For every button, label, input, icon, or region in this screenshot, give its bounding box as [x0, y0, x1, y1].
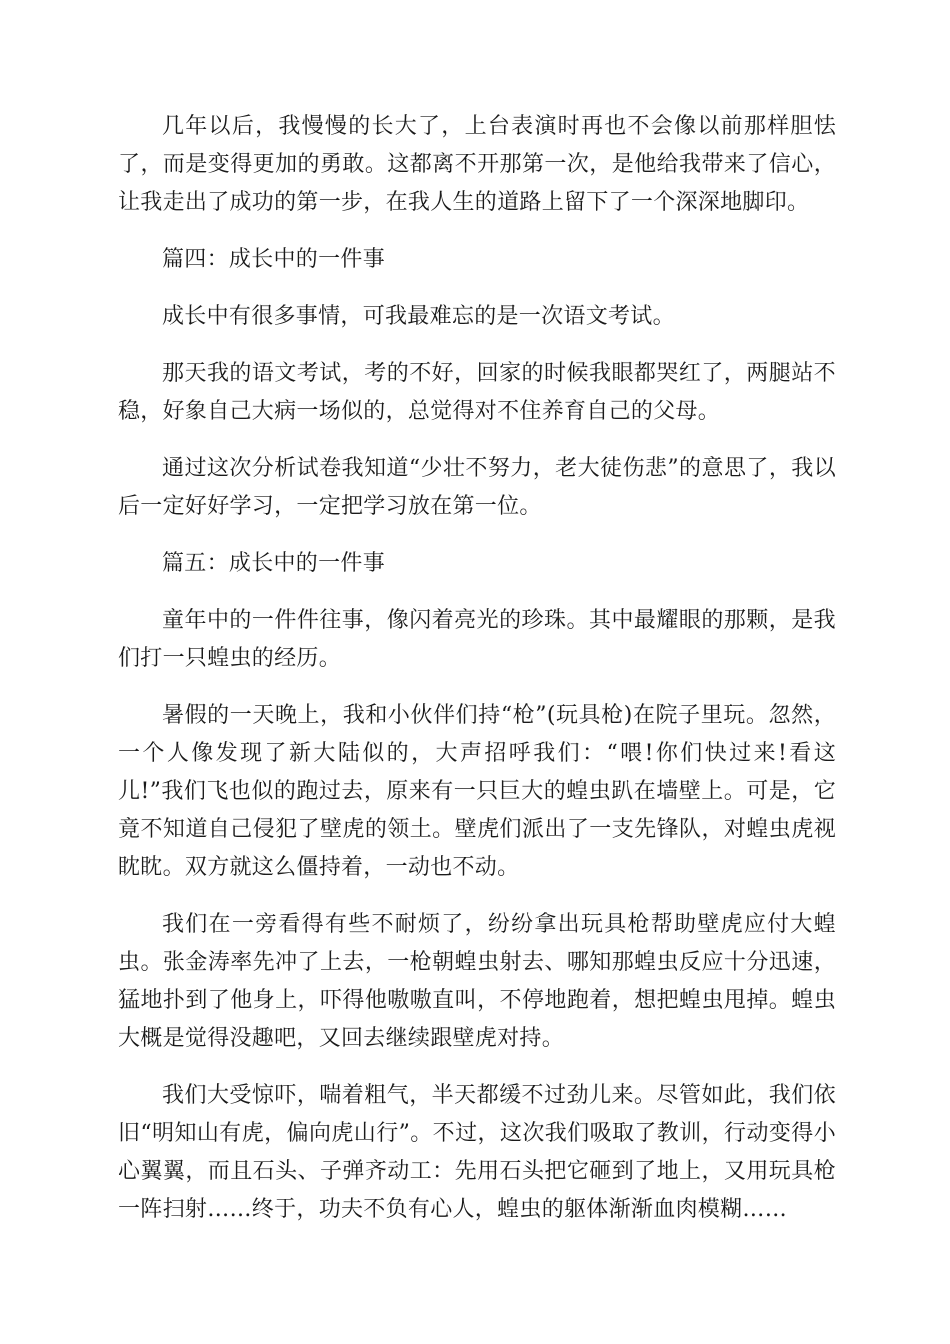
paragraph-bad-exam-day: 那天我的语文考试，考的不好，回家的时候我眼都哭红了，两腿站不稳，好象自己大病一场似的，总觉得对不住养育自己的父母。 [118, 361, 836, 424]
document-body [118, 108, 836, 1248]
paragraph-growing-up-confidence: 几年以后，我慢慢的长大了，上台表演时再也不会像以前那样胆怯了，而是变得更加的勇敢。这都离不开那第一次，是他给我带来了信心，让我走出了成功的第一步，在我人生的道路上留下了一个深深地脚印。 [118, 114, 836, 215]
paragraph-summer-evening: 暑假的一天晚上，我和小伙伴们持“枪”(玩具枪)在院子里玩。忽然，一个人像发现了新大陆似的，大声招呼我们：“喂!你们快过来!看这儿!”我们飞也似的跑过去，原来有一只巨大的蝗虫趴在墙壁上。可是，它竟不知道自己侵犯了壁虎的领土。壁虎们派出了一支先锋队，对蝗虫虎视眈眈。双方就这么僵持着，一动也不动。 [118, 703, 836, 880]
section-heading-part-four: 篇四：成长中的一件事 [162, 247, 386, 272]
paragraph-first-attack: 我们在一旁看得有些不耐烦了，纷纷拿出玩具枪帮助壁虎应付大蝗虫。张金涛率先冲了上去，一枪朝蝗虫射去、哪知那蝗虫反应十分迅速，猛地扑到了他身上，吓得他嗷嗷直叫，不停地跑着，想把蝗虫甩掉。蝗虫大概是觉得没趣吧，又回去继续跟壁虎对持。 [118, 912, 836, 1051]
section-heading-part-five: 篇五：成长中的一件事 [162, 551, 386, 576]
paragraph-childhood-pearls: 童年中的一件件往事，像闪着亮光的珍珠。其中最耀眼的那颗，是我们打一只蝗虫的经历。 [118, 608, 836, 671]
paragraph-final-attack: 我们大受惊吓，喘着粗气，半天都缓不过劲儿来。尽管如此，我们依旧“明知山有虎，偏向虎山行”。不过，这次我们吸取了教训，行动变得小心翼翼，而且石头、子弹齐动工：先用石头把它砸到了地上，又用玩具枪一阵扫射……终于，功夫不负有心人，蝗虫的躯体渐渐血肉模糊…… [118, 1083, 836, 1222]
paragraph-memorable-exam: 成长中有很多事情，可我最难忘的是一次语文考试。 [162, 304, 675, 329]
paragraph-lesson-learned: 通过这次分析试卷我知道“少壮不努力，老大徒伤悲”的意思了，我以后一定好好学习，一定把学习放在第一位。 [118, 456, 836, 519]
